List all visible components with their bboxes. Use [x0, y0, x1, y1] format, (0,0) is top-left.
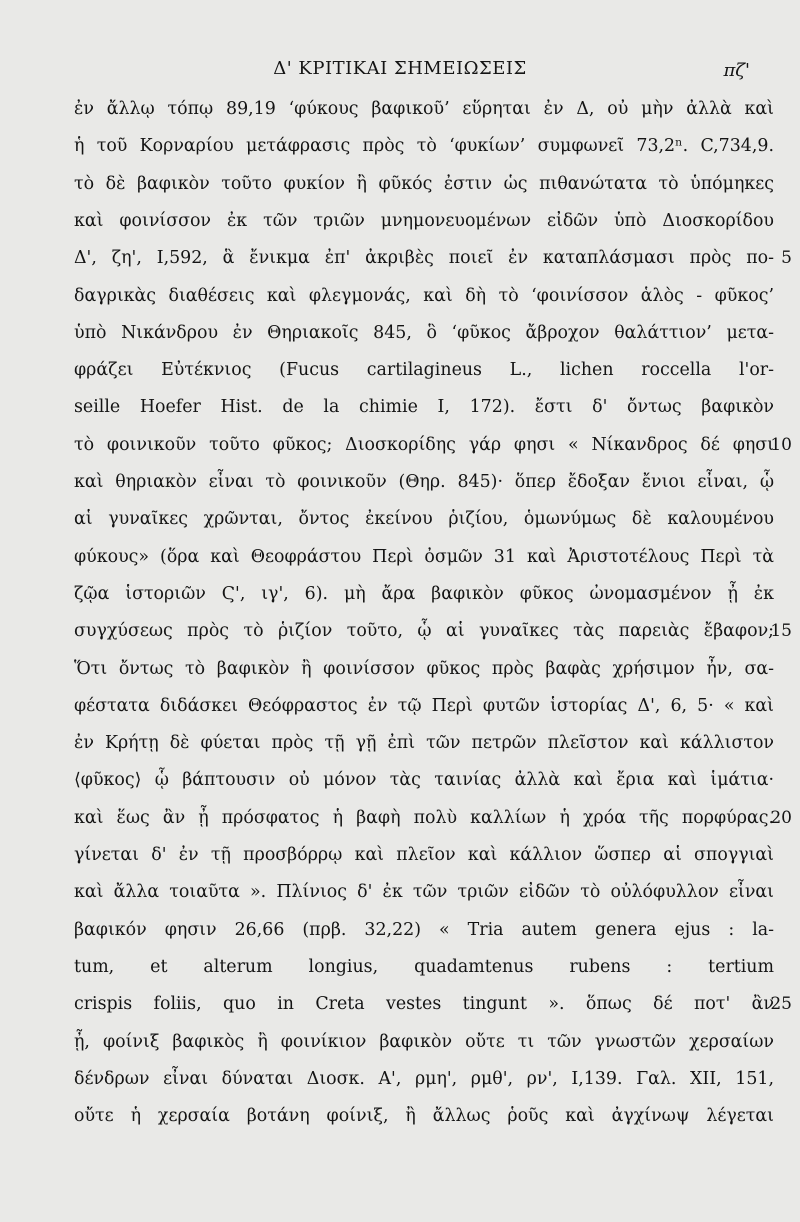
running-header [0, 58, 800, 88]
text-line: καὶ φοινίσσον ἐκ τῶν τριῶν μνημονευομένων εἰδῶν ὑπὸ Διοσκορίδου [74, 210, 774, 231]
line-number: 10 [770, 434, 792, 455]
text-line: τὸ φοινικοῦν τοῦτο φῦκος; Διοσκορίδης γάρ φησι « Νίκανδρος δέ φησι [74, 434, 774, 455]
text-line: τὸ δὲ βαφικὸν τοῦτο φυκίον ἢ φῦκός ἐστιν ὡς πιθανώτατα τὸ ὑπόμηκες [74, 173, 774, 194]
text-line: seille Hoefer Hist. de la chimie I, 172). ἔστι δ' ὄντως βαφικὸν [74, 397, 774, 418]
line-number: 15 [770, 621, 792, 642]
text-line: συγχύσεως πρὸς τὸ ῥιζίον τοῦτο, ᾧ αἱ γυναῖκες τὰς παρειὰς ἔβαφον; [74, 621, 774, 642]
text-line: crispis foliis, quo in Creta vestes tingunt ». ὅπως δέ ποτ' ἂν [74, 994, 774, 1015]
text-line: tum, et alterum longius, quadamtenus rubens : tertium [74, 956, 774, 977]
text-line: ἐν Κρήτῃ δὲ φύεται πρὸς τῇ γῇ ἐπὶ τῶν πετρῶν πλεῖστον καὶ κάλλιστον [74, 733, 774, 754]
text-line: φύκους» (ὅρα καὶ Θεοφράστου Περὶ ὀσμῶν 31 καὶ Ἀριστοτέλους Περὶ τὰ [74, 546, 774, 567]
line-number: 5 [781, 248, 792, 269]
text-line: βαφικόν φησιν 26,66 (πρβ. 32,22) « Tria autem genera ejus : la- [74, 919, 774, 940]
text-line: καὶ θηριακὸν εἶναι τὸ φοινικοῦν (Θηρ. 845)· ὅπερ ἔδοξαν ἔνιοι εἶναι, ᾧ [74, 472, 774, 492]
text-line: αἱ γυναῖκες χρῶνται, ὄντος ἐκείνου ῥιζίου, ὁμωνύμως δὲ καλουμένου [74, 509, 774, 530]
text-line: ἡ τοῦ Κορναρίου μετάφρασις πρὸς τὸ ‘φυκίων’ συμφωνεῖ 73,2ⁿ. C,734,9. [74, 136, 774, 157]
text-line: ἐν ἄλλῳ τόπῳ 89,19 ‘φύκους βαφικοῦ’ εὕρηται ἐν Δ, οὐ μὴν ἀλλὰ καὶ [74, 99, 774, 119]
text-line: γίνεται δ' ἐν τῇ προσβόρρῳ καὶ πλεῖον καὶ κάλλιον ὥσπερ αἱ σπογγιαὶ [74, 845, 774, 865]
page-number: πζ' [723, 60, 750, 81]
text-line: δένδρων εἶναι δύναται Διοσκ. Α', ρμη', ρμθ', ρν', I,139. Γαλ. XII, 151, [74, 1068, 774, 1089]
header-title: Δ' ΚΡΙΤΙΚΑΙ ΣΗΜΕΙΩΣΕΙΣ [273, 58, 527, 79]
text-line: φέστατα διδάσκει Θεόφραστος ἐν τῷ Περὶ φυτῶν ἱστορίας Δ', 6, 5· « καὶ [74, 695, 774, 716]
line-number: 25 [770, 994, 792, 1015]
text-line: καὶ ἄλλα τοιαῦτα ». Πλίνιος δ' ἐκ τῶν τριῶν εἰδῶν τὸ οὐλόφυλλον εἶναι [74, 882, 774, 903]
text-line: ὑπὸ Νικάνδρου ἐν Θηριακοῖς 845, ὃ ‘φῦκος ἄβροχον θαλάττιον’ μετα- [74, 322, 774, 343]
text-line: καὶ ἕως ἂν ᾖ πρόσφατος ἡ βαφὴ πολὺ καλλίων ἡ χρόα τῆς πορφύρας. [74, 807, 774, 828]
line-number: 20 [770, 807, 792, 828]
text-line: ᾖ, φοίνιξ βαφικὸς ἢ φοινίκιον βαφικὸν οὔτε τι τῶν γνωστῶν χερσαίων [74, 1031, 774, 1052]
text-line: Ὅτι ὄντως τὸ βαφικὸν ἢ φοινίσσον φῦκος πρὸς βαφὰς χρήσιμον ἦν, σα- [74, 658, 774, 679]
text-line: ⟨φῦκος⟩ ᾧ βάπτουσιν οὐ μόνον τὰς ταινίας ἀλλὰ καὶ ἔρια καὶ ἱμάτια· [74, 770, 774, 791]
text-line: ζῷα ἱστοριῶν Ϛ', ιγ', 6). μὴ ἄρα βαφικὸν φῦκος ὠνομασμένον ᾖ ἐκ [74, 583, 774, 604]
text-line: φράζει Εὐτέκνιος (Fucus cartilagineus L., lichen roccella l'or- [74, 360, 774, 381]
text-line: οὔτε ἡ χερσαία βοτάνη φοίνιξ, ἢ ἄλλως ῥοῦς καὶ ἀγχίνωψ λέγεται [74, 1106, 774, 1127]
text-line: δαγρικὰς διαθέσεις καὶ φλεγμονάς, καὶ δὴ τὸ ‘φοινίσσον ἁλὸς - φῦκος’ [74, 285, 774, 306]
text-line: Δ', ζη', I,592, ἃ ἔνικμα ἐπ' ἀκριβὲς ποιεῖ ἐν καταπλάσμασι πρὸς πο- [74, 248, 774, 269]
